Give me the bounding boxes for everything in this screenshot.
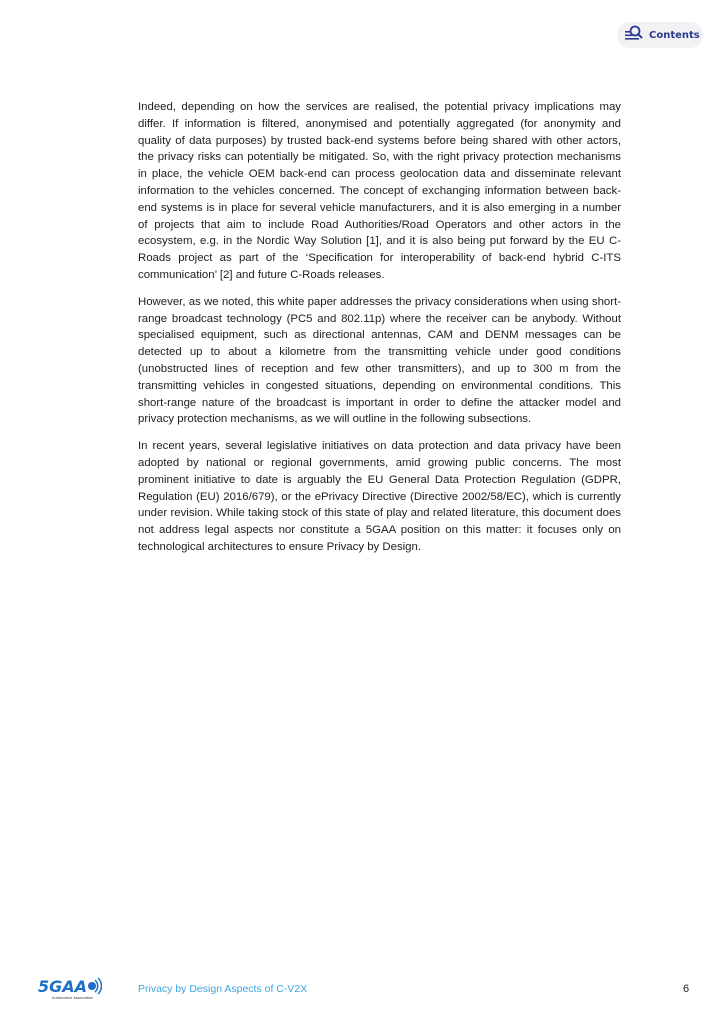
body-text bbox=[138, 99, 621, 566]
contents-button[interactable] bbox=[617, 22, 703, 48]
page-number: 6 bbox=[683, 983, 690, 995]
5gaa-logo bbox=[38, 976, 102, 1000]
paragraph: Indeed, depending on how the services are realised, the potential privacy implications may differ. If information is filtered, anonymised and potentially aggregated (for anonymity and quality of data purposes) by trusted back-end systems before being shared with other actors, the privacy risks can potentially be mitigated. So, with the right privacy protection mechanisms in place, the vehicle OEM back-end can process geolocation data and disseminate relevant information to the vehicles concerned. The concept of exchanging information between back-end systems is in place for several vehicle manufacturers, and it is also emerging in a number of projects that aim to include Road Authorities/Road Operators and other actors in the ecosystem, e.g. in the Nordic Way Solution [1], and it is also being put forward by the EU C-Roads project as part of the ‘Specification for interoperability of back-end hybrid C-ITS communication’ [2] and future C-Roads releases. bbox=[138, 101, 621, 281]
svg-text:5GAA: 5GAA bbox=[38, 977, 88, 996]
svg-text:Automotive Association: Automotive Association bbox=[52, 996, 94, 1000]
paragraph: However, as we noted, this white paper addresses the privacy considerations when using short-range broadcast technology (PC5 and 802.11p) where the receiver can be anybody. Without specialised equipment, such as directional antennas, CAM and DENM messages can be detected up to about a kilometre from the transmitting vehicle under good conditions (unobstructed lines of reception and few other transmitters), and up to 300 m from the transmitting vehicles in congested situations, depending on environmental conditions. This short-range nature of the broadcast is important in order to define the attacker model and privacy protection mechanisms, as we will outline in the following subsections. bbox=[138, 295, 621, 426]
search-list-icon bbox=[625, 25, 645, 45]
paragraph: In recent years, several legislative initiatives on data protection and data privacy have been adopted by national or regional governments, amid growing public concerns. The most prominent initiative to date is arguably the EU General Data Protection Regulation (GDPR, Regulation (EU) 2016/679), or the ePrivacy Directive (Directive 2002/58/EC), which is currently under revision. While taking stock of this state of play and related literature, this document does not address legal aspects nor constitute a 5GAA position on this matter: it focuses only on technological architectures to ensure Privacy by Design. bbox=[138, 440, 621, 553]
contents-label: Contents bbox=[649, 29, 700, 41]
document-title: Privacy by Design Aspects of C-V2X bbox=[138, 983, 308, 995]
